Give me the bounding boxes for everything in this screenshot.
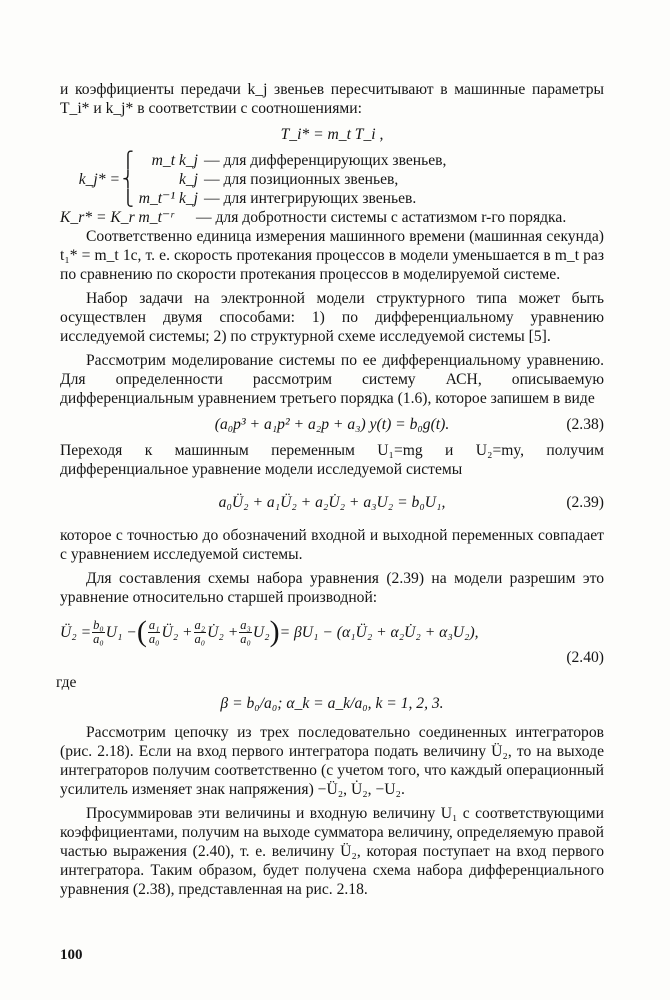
equation-2-38: (a₀p³ + a₁p² + a₂p + a₃) y(t) = b₀g(t). (2.38) [214, 416, 604, 433]
paragraph: которое с точностью до обозначений входной и выходной переменных совпадает с уравнением исследуемой системы. [60, 527, 604, 563]
equation-number: (2.40) [566, 649, 604, 666]
quality-factor-expr: K_r* = K_r m_t⁻ʳ [60, 209, 174, 226]
where-label: где [56, 674, 77, 691]
cases-lhs-visible: k_j* = [78, 171, 120, 188]
coefficient-cases: ⎧ m_t k_j — для дифференцирующих звеньев, k_j* = ⎨ k_j — для позиционных звеньев, ⎩ m_t⁻¹ k_j — для интегрирующих звеньев. K_r* = K_r m_t⁻ʳ — для добротности системы с астатизмом r-го порядка. [60, 152, 567, 226]
equation-2-40: Ü₂ = $\frac{\text{b₀}}{\text{a₀}}$ U₁ − ( $\frac{\text{a₁}}{\text{a₀}}$ Ü₂ + $\frac{\text{a₂}}{\text{a₀}}$ U̇₂ + $\frac{\text{a₃}}{\text{a₀}}$ U₂ ) = βU₁ − (α₁Ü₂ + α₂U̇₂ + α₃U₂), [60, 615, 479, 648]
equation-time-scaling: T_i* = m_t T_i , [280, 126, 384, 143]
page-body [56, 80, 604, 899]
paragraph: Рассмотрим цепочку из трех последовательно соединенных интеграторов (рис. 2.18). Если на вход первого интегратора подать величину Ü₂, то на выходе интеграторов получим соответственно (с учетом того, что каждый операционный усилитель изменяет знак напряжения) −Ü₂, U̇₂, −U₂. [60, 724, 604, 798]
paragraph: Просуммировав эти величины и входную величину U₁ с соответствующими коэффициентами, получим на выходе сумматора величину, определяемую правой частью выражения (2.40), т. е. величину Ü₂, которая поступает на вход первого интегратора. Таким образом, будет получена схема набора дифференциального уравнения (2.38), представленная на рис. 2.18. [60, 805, 604, 898]
equation-number: (2.38) [566, 416, 604, 433]
paragraph: Набор задачи на электронной модели структурного типа может быть осуществлен двумя способами: 1) по дифференциальному уравнению исследуемой системы; 2) по структурной схеме исследуемой системы [5]. [60, 290, 604, 345]
paragraph: Рассмотрим моделирование системы по ее дифференциальному уравнению. Для определенности рассмотрим систему АСН, описываемую дифференциальным уравнением третьего порядка (1.6), которое запишем в виде [60, 352, 604, 407]
paragraph: и коэффициенты передачи k_j звеньев пересчитывают в машинные параметры T_i* и k_j* в соответствии с соотношениями: [60, 81, 604, 117]
paragraph: Переходя к машинным переменным U₁=mg и U₂=my, получим дифференциальное уравнение модели исследуемой системы [60, 442, 604, 478]
equation-beta: β = b₀/a₀; α_k = a_k/a₀, k = 1, 2, 3. [220, 695, 444, 712]
equation-2-39: a₀Ü₂ + a₁Ü₂ + a₂U̇₂ + a₃U₂ = b₀U₁, (2.39) [218, 494, 604, 511]
page-number: 100 [60, 947, 83, 963]
equation-number: (2.39) [566, 494, 604, 511]
paragraph: Соответственно единица измерения машинного времени (машинная секунда) t₁* = m_t 1c, т. е. скорость протекания процессов в модели уменьшается в m_t раз по сравнению по скорости протекания процессов в моделируемой системе. [60, 228, 604, 283]
paragraph: Для составления схемы набора уравнения (2.39) на модели разрешим это уравнение относительно старшей производной: [60, 570, 604, 606]
